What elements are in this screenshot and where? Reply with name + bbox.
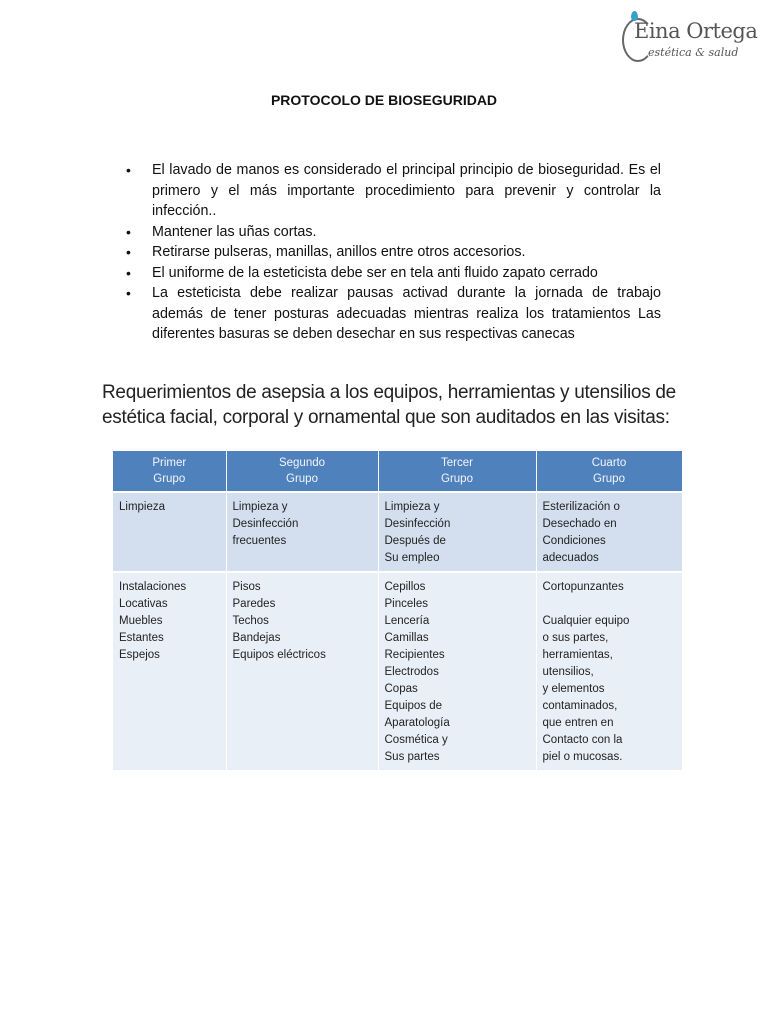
table-cell [378,492,536,572]
column-header [378,451,536,492]
cell-line: herramientas, [542,649,613,661]
cell-line: Desinfección [232,518,299,530]
cell-line: que entren en [542,717,614,729]
cell-line: Camillas [384,632,429,644]
cell-line: Sus partes [384,751,440,763]
cell-line: Limpieza y [384,501,440,513]
list-item-text: El lavado de manos es considerado el principal principio de bioseguridad. Es el primero y el más importante procedimiento para prevenir y controlar la infección.. [152,162,661,219]
list-item [126,222,661,243]
column-header-line: Grupo [286,473,318,485]
cell-line: Equipos eléctricos [232,649,326,661]
column-header-line: Grupo [593,473,625,485]
cell-line: utensilios, [542,666,594,678]
cell-line: Cosmética y [384,734,448,746]
table-cell [378,572,536,770]
cell-line: Paredes [232,598,276,610]
cell-line: o sus partes, [542,632,609,644]
cell-line: Bandejas [232,632,281,644]
cell-line: frecuentes [232,535,287,547]
cell-line: Estantes [119,632,164,644]
cell-line: Limpieza y [232,501,288,513]
table-cell [536,492,682,572]
list-item-text: Retirarse pulseras, manillas, anillos entre otros accesorios. [152,244,526,260]
requirements-heading [102,380,702,430]
cell-line: Aparatología [384,717,450,729]
cell-line: Techos [232,615,269,627]
protocol-list [126,160,661,345]
logo-name: Eina Ortega [634,19,758,43]
cell-line: Espejos [119,649,160,661]
cell-line: Muebles [119,615,163,627]
requirements-line: Requerimientos de asepsia a los equipos, herramientas y utensilios de [102,382,676,403]
bullet-icon: • [126,162,131,178]
table-cell [113,572,226,770]
bullet-icon: • [126,244,131,260]
cell-line: y elementos [542,683,605,695]
cell-line: Lencería [384,615,430,627]
column-header [536,451,682,492]
cell-line: contaminados, [542,700,618,712]
cell-line: Desechado en [542,518,617,530]
bullet-icon: • [126,285,131,301]
asepsis-table-wrapper [113,451,682,770]
column-header-line: Segundo [278,457,326,469]
column-header-line: Grupo [441,473,473,485]
list-item [126,263,661,284]
bullet-icon: • [126,223,131,240]
table-header-row [113,451,682,492]
cell-line: adecuados [542,552,599,564]
cell-line: Instalaciones [119,581,187,593]
table-cell [226,572,378,770]
column-header-line: Tercer [441,457,473,469]
list-item [126,160,661,222]
list-item-text: El uniforme de la esteticista debe ser en tela anti fluido zapato cerrado [152,264,598,281]
column-header [113,451,226,492]
table-cell [536,572,682,770]
brand-logo [618,8,758,64]
cell-line: Copas [384,683,418,695]
column-header-line: Grupo [153,473,186,485]
cell-line: Equipos de [384,700,443,712]
bullet-icon: • [126,264,131,281]
cell-line: Después de [384,535,446,547]
table-cell [113,492,226,572]
page-title: PROTOCOLO DE BIOSEGURIDAD [270,92,498,108]
cell-line: Pisos [232,581,261,593]
cell-line: Locativas [119,598,168,610]
cell-line: piel o mucosas. [542,751,623,763]
list-item-text: La esteticista debe realizar pausas activad durante la jornada de trabajo además de tener posturas adecuadas mientras realiza los tratamientos Las diferentes basuras se deben desechar en sus respectivas canecas [152,285,661,342]
cell-line: Contacto con la [542,734,623,746]
cell-line: Cortopunzantes [542,581,624,593]
cell-line: Su empleo [384,552,440,564]
cell-line: Limpieza [119,501,166,513]
cell-line: Cepillos [384,581,426,593]
table-cell [226,492,378,572]
cell-line: Esterilización o [542,501,620,513]
cell-line: Desinfección [384,518,451,530]
table-row [113,572,682,770]
cell-line: Recipientes [384,649,445,661]
list-item [126,283,661,345]
list-item [126,242,661,263]
asepsis-table [113,451,683,770]
table-row [113,492,682,572]
list-item-text: Mantener las uñas cortas. [152,223,317,240]
column-header-line: Primer [152,457,187,469]
cell-line [543,596,676,613]
requirements-line: estética facial, corporal y ornamental que son auditados en las visitas: [102,407,670,428]
column-header-line: Cuarto [591,457,627,469]
cell-line: Pinceles [384,598,428,610]
logo-tagline: estética & salud [648,46,739,59]
cell-line: Cualquier equipo [542,615,630,627]
cell-line: Condiciones [542,535,606,547]
column-header [226,451,378,492]
cell-line: Electrodos [384,666,439,678]
